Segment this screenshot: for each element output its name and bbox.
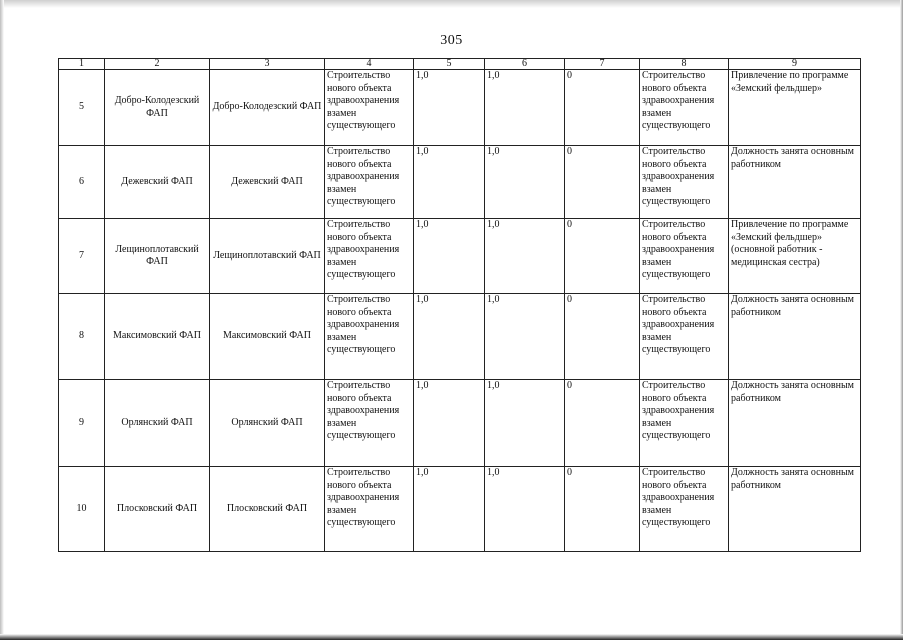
staffing-note: Привлечение по программе «Земский фельдшер» — [729, 70, 861, 146]
table-row — [59, 146, 861, 219]
planned-action-2: Строительство нового объекта здравоохранения взамен существующего — [640, 70, 729, 146]
facility-name: Плосковский ФАП — [105, 467, 210, 552]
value-col-5: 1,0 — [414, 380, 485, 467]
table-row — [59, 380, 861, 467]
planned-action-2: Строительство нового объекта здравоохранения взамен существующего — [640, 380, 729, 467]
planned-action-2: Строительство нового объекта здравоохранения взамен существующего — [640, 146, 729, 219]
header-cell: 6 — [485, 59, 565, 70]
value-col-6: 1,0 — [485, 380, 565, 467]
scan-edge-bottom — [0, 634, 903, 640]
facility-name: Добро-Колодезский ФАП — [105, 70, 210, 146]
staffing-note: Привлечение по программе «Земский фельдшер» (основной работник - медицинская сестра) — [729, 219, 861, 294]
row-number: 9 — [59, 380, 105, 467]
header-cell: 7 — [565, 59, 640, 70]
value-col-6: 1,0 — [485, 219, 565, 294]
staffing-note: Должность занята основным работником — [729, 380, 861, 467]
planned-action: Строительство нового объекта здравоохранения взамен существующего — [325, 70, 414, 146]
header-cell: 1 — [59, 59, 105, 70]
facility-name-2: Дежевский ФАП — [210, 146, 325, 219]
value-col-7: 0 — [565, 467, 640, 552]
header-cell: 8 — [640, 59, 729, 70]
header-cell: 3 — [210, 59, 325, 70]
facility-name-2: Добро-Колодезский ФАП — [210, 70, 325, 146]
row-number: 7 — [59, 219, 105, 294]
facility-name-2: Максимовский ФАП — [210, 294, 325, 380]
staffing-note: Должность занята основным работником — [729, 467, 861, 552]
header-cell: 5 — [414, 59, 485, 70]
planned-action: Строительство нового объекта здравоохранения взамен существующего — [325, 294, 414, 380]
staffing-note: Должность занята основным работником — [729, 294, 861, 380]
header-cell: 4 — [325, 59, 414, 70]
value-col-6: 1,0 — [485, 70, 565, 146]
value-col-5: 1,0 — [414, 70, 485, 146]
value-col-6: 1,0 — [485, 294, 565, 380]
facility-name-2: Плосковский ФАП — [210, 467, 325, 552]
header-cell: 9 — [729, 59, 861, 70]
value-col-6: 1,0 — [485, 467, 565, 552]
row-number: 8 — [59, 294, 105, 380]
header-cell: 2 — [105, 59, 210, 70]
table-row — [59, 219, 861, 294]
value-col-5: 1,0 — [414, 219, 485, 294]
planned-action: Строительство нового объекта здравоохранения взамен существующего — [325, 380, 414, 467]
value-col-5: 1,0 — [414, 146, 485, 219]
planned-action: Строительство нового объекта здравоохранения взамен существующего — [325, 146, 414, 219]
header-row — [59, 59, 861, 70]
value-col-5: 1,0 — [414, 294, 485, 380]
planned-action-2: Строительство нового объекта здравоохранения взамен существующего — [640, 467, 729, 552]
facility-name: Лещиноплотавский ФАП — [105, 219, 210, 294]
table-row — [59, 467, 861, 552]
planned-action: Строительство нового объекта здравоохранения взамен существующего — [325, 219, 414, 294]
value-col-7: 0 — [565, 146, 640, 219]
facility-name: Максимовский ФАП — [105, 294, 210, 380]
scan-edge-left — [0, 0, 4, 640]
row-number: 10 — [59, 467, 105, 552]
facility-name: Дежевский ФАП — [105, 146, 210, 219]
scan-edge-top — [0, 0, 903, 8]
planned-action-2: Строительство нового объекта здравоохранения взамен существующего — [640, 219, 729, 294]
table-body — [59, 59, 861, 552]
value-col-7: 0 — [565, 219, 640, 294]
facility-table — [58, 58, 861, 552]
planned-action-2: Строительство нового объекта здравоохранения взамен существующего — [640, 294, 729, 380]
value-col-7: 0 — [565, 380, 640, 467]
facility-name-2: Орлянский ФАП — [210, 380, 325, 467]
value-col-7: 0 — [565, 70, 640, 146]
value-col-7: 0 — [565, 294, 640, 380]
table-row — [59, 294, 861, 380]
page-number: 305 — [440, 33, 463, 48]
facility-name-2: Лещиноплотавский ФАП — [210, 219, 325, 294]
staffing-note: Должность занята основным работником — [729, 146, 861, 219]
row-number: 6 — [59, 146, 105, 219]
planned-action: Строительство нового объекта здравоохранения взамен существующего — [325, 467, 414, 552]
table-row — [59, 70, 861, 146]
value-col-6: 1,0 — [485, 146, 565, 219]
value-col-5: 1,0 — [414, 467, 485, 552]
facility-name: Орлянский ФАП — [105, 380, 210, 467]
row-number: 5 — [59, 70, 105, 146]
